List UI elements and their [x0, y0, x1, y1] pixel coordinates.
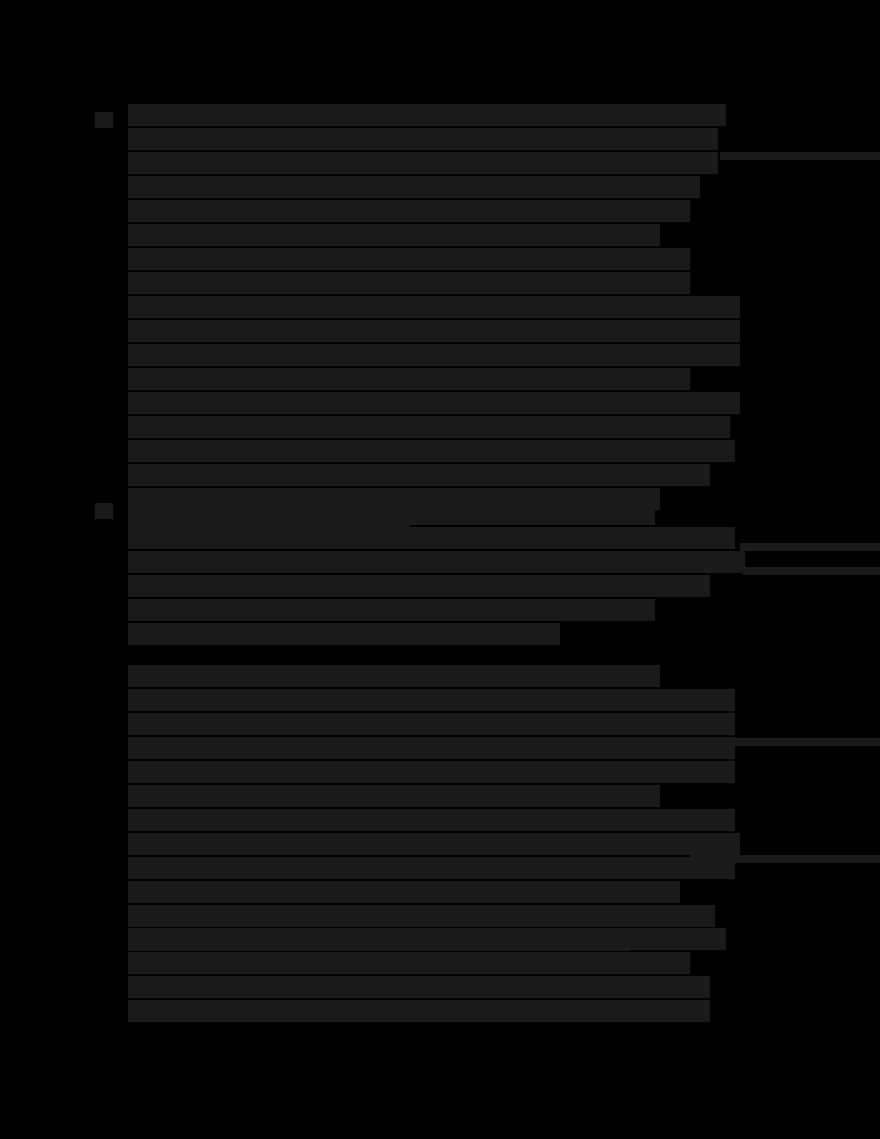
redacted-text-line — [128, 599, 655, 621]
redacted-text-line — [128, 272, 690, 294]
redacted-text-line — [128, 527, 735, 549]
list-number-marker — [95, 112, 113, 128]
redacted-text-line — [128, 976, 710, 998]
redacted-text-line — [128, 761, 735, 783]
redacted-text-line — [128, 575, 710, 597]
redacted-margin-stripe — [690, 855, 880, 863]
redacted-margin-stripe — [740, 543, 880, 551]
redacted-text-line — [128, 551, 745, 573]
redacted-text-line — [128, 689, 735, 711]
redacted-text-line — [128, 416, 730, 438]
redacted-text-line — [128, 952, 690, 974]
redacted-text-line — [128, 623, 560, 645]
redacted-text-line — [128, 368, 690, 390]
redacted-text-line — [128, 785, 660, 807]
redacted-text-line — [128, 344, 740, 366]
redacted-text-line — [128, 104, 726, 126]
redacted-text-line — [128, 296, 740, 318]
redacted-margin-stripe — [735, 738, 880, 746]
redacted-text-line — [128, 905, 715, 927]
redacted-text-line — [128, 857, 735, 879]
redacted-text-line — [128, 152, 718, 174]
redacted-text-line — [128, 320, 740, 342]
redacted-text-line — [128, 464, 710, 486]
redacted-text-line — [128, 713, 735, 735]
redacted-text-line — [128, 128, 718, 150]
redacted-text-line — [128, 176, 700, 198]
redacted-text-line — [128, 392, 740, 414]
redacted-text-line — [128, 833, 740, 855]
redacted-text-line — [128, 737, 735, 759]
redacted-text-line — [128, 224, 660, 246]
redacted-text-line — [128, 503, 655, 525]
redacted-text-line — [128, 809, 735, 831]
redacted-text-line — [128, 1000, 710, 1022]
redacted-text-line — [128, 928, 726, 950]
redacted-margin-stripe — [742, 567, 880, 575]
redacted-text-line — [128, 440, 735, 462]
redacted-text-line — [128, 665, 660, 687]
redacted-text-line — [128, 248, 690, 270]
redacted-margin-stripe — [720, 152, 880, 160]
redacted-text-line — [128, 881, 680, 903]
list-number-marker — [95, 503, 113, 519]
redacted-text-line — [128, 200, 690, 222]
